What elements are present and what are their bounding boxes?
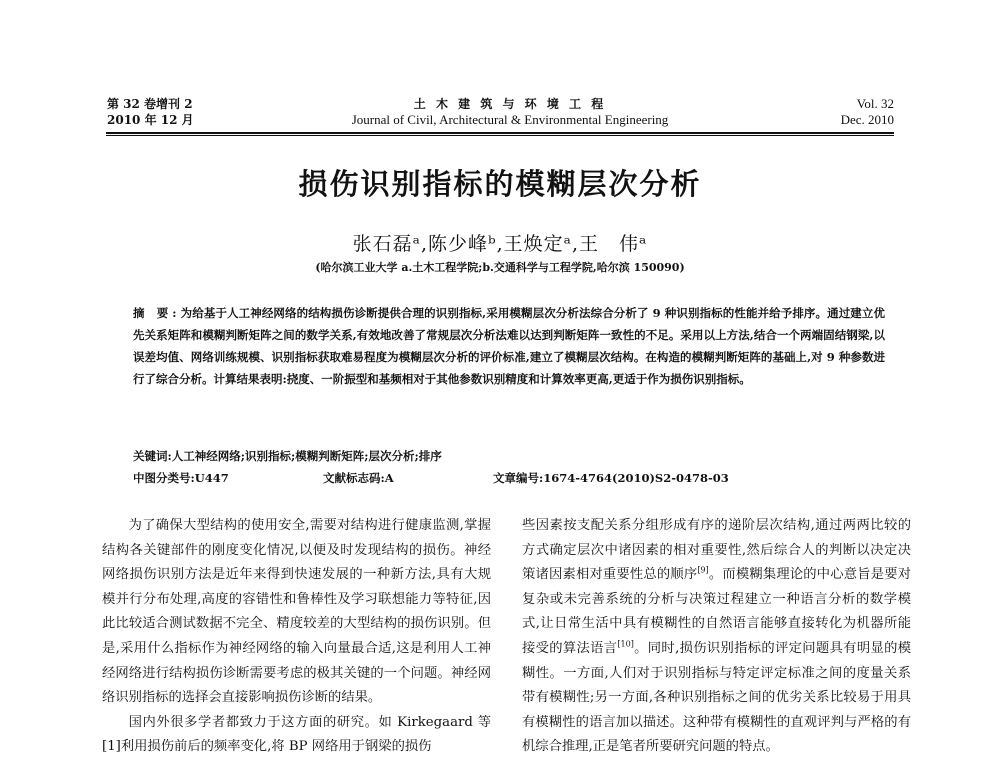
journal-volume-en [841, 96, 894, 128]
journal-volume-info [107, 96, 194, 128]
keywords-label: 关键词: [133, 449, 172, 463]
clc-code [133, 469, 323, 487]
art-label: 文章编号: [493, 471, 544, 485]
clc-value: U447 [194, 471, 229, 485]
abstract-label: 摘 要: [133, 306, 181, 320]
keywords [133, 446, 885, 466]
header-rule-thick [106, 132, 894, 134]
affiliation: (哈尔滨工业大学 a.土木工程学院;b.交通科学与工程学院,哈尔滨 150090) [315, 261, 685, 274]
journal-name-cn: 土 木 建 筑 与 环 境 工 程 [413, 97, 607, 111]
body-text: 些因素按支配关系分组形成有序的递阶层次结构,通过两两比较的方式确定层次中诸因素的相对重要性,然后综合人的判断以决定决策诸因素相对重要性总的顺序 [522, 518, 911, 583]
article-number [493, 469, 729, 487]
abstract [133, 302, 885, 390]
art-value: 1674-4764(2010)S2-0478-03 [543, 471, 729, 485]
doc-value: A [384, 471, 394, 485]
citation-9: [9] [697, 565, 709, 575]
doc-label: 文献标志码: [323, 471, 385, 485]
body-paragraph [522, 514, 911, 760]
date-en: Dec. 2010 [840, 112, 894, 127]
issue-date-cn: 2010 年 12 月 [107, 113, 194, 127]
abstract-text: 为给基于人工神经网络的结构损伤诊断提供合理的识别指标,采用模糊层次分析法综合分析了 9 种识别指标的性能并给予排序。通过建立优先关系矩阵和模糊判断矩阵之间的数学关系,有效地改善了常规层次分析法难以达到判断矩阵一致性的不足。采用以上方法,结合一个两端固结钢梁,以误差均值、网络训练规模、识别指标获取难易程度为模糊层次分析的评价标准,建立了模糊层次结构。在构造的模糊判断矩阵的基础上,对 9 种参数进行了综合分析。计算结果表明:挠度、一阶振型和基频相对于其他参数识别精度和计算效率更高,更适于作为损伤识别指标。 [133, 306, 885, 386]
clc-label: 中图分类号: [133, 471, 195, 485]
journal-name-en: Journal of Civil, Architectural & Environmental Engineering [351, 112, 669, 127]
body-column-right [522, 514, 911, 760]
journal-name [300, 96, 720, 128]
body-paragraph: 为了确保大型结构的使用安全,需要对结构进行健康监测,掌握结构各关键部件的刚度变化情况,以便及时发现结构的损伤。神经网络损伤识别方法是近年来得到快速发展的一种新方法,具有大规模并行分布处理,高度的容错性和鲁棒性及学习联想能力等特征,因此比较适合测试数据不完全、精度较差的大型结构的损伤识别。但是,采用什么指标作为神经网络的输入向量最合适,这是利用人工神经网络进行结构损伤诊断需要考虑的极其关键的一个问题。神经网络识别指标的选择会直接影响损伤诊断的结果。 [102, 518, 491, 706]
classification-line [133, 469, 893, 487]
volume-en: Vol. 32 [856, 96, 894, 111]
author-list: 张石磊ᵃ,陈少峰ᵇ,王焕定ᵃ,王 伟ᵃ [352, 233, 648, 255]
body-column-left [102, 514, 491, 760]
keywords-text: 人工神经网络;识别指标;模糊判断矩阵;层次分析;排序 [171, 449, 442, 463]
citation-10: [10] [617, 639, 634, 649]
volume-issue: 第 32 卷增刊 2 [107, 97, 193, 111]
body-text: 。同时,损伤识别指标的评定问题具有明显的模糊性。一方面,人们对于识别指标与特定评定标准之间的度量关系带有模糊性;另一方面,各种识别指标之间的优劣关系比较易于用具有模糊性的语言加以描述。这种带有模糊性的直观评判与严格的有机综合推理,正是笔者所要研究问题的特点。 [522, 640, 912, 755]
body-text: 。而模糊集理论的中心意旨是要对复杂或未完善系统的分析与决策过程建立一种语言分析的数学模式,让日常生活中具有模糊性的自然语言能够直接转化为机器所能接受的算法语言 [522, 567, 912, 656]
doc-code [323, 469, 493, 487]
body-paragraph: 国内外很多学者都致力于这方面的研究。如 Kirkegaard 等[1]利用损伤前后的频率变化,将 BP 网络用于钢梁的损伤 [102, 714, 491, 755]
paper-title: 损伤识别指标的模糊层次分析 [298, 167, 702, 201]
header-rule-thin [106, 135, 894, 136]
